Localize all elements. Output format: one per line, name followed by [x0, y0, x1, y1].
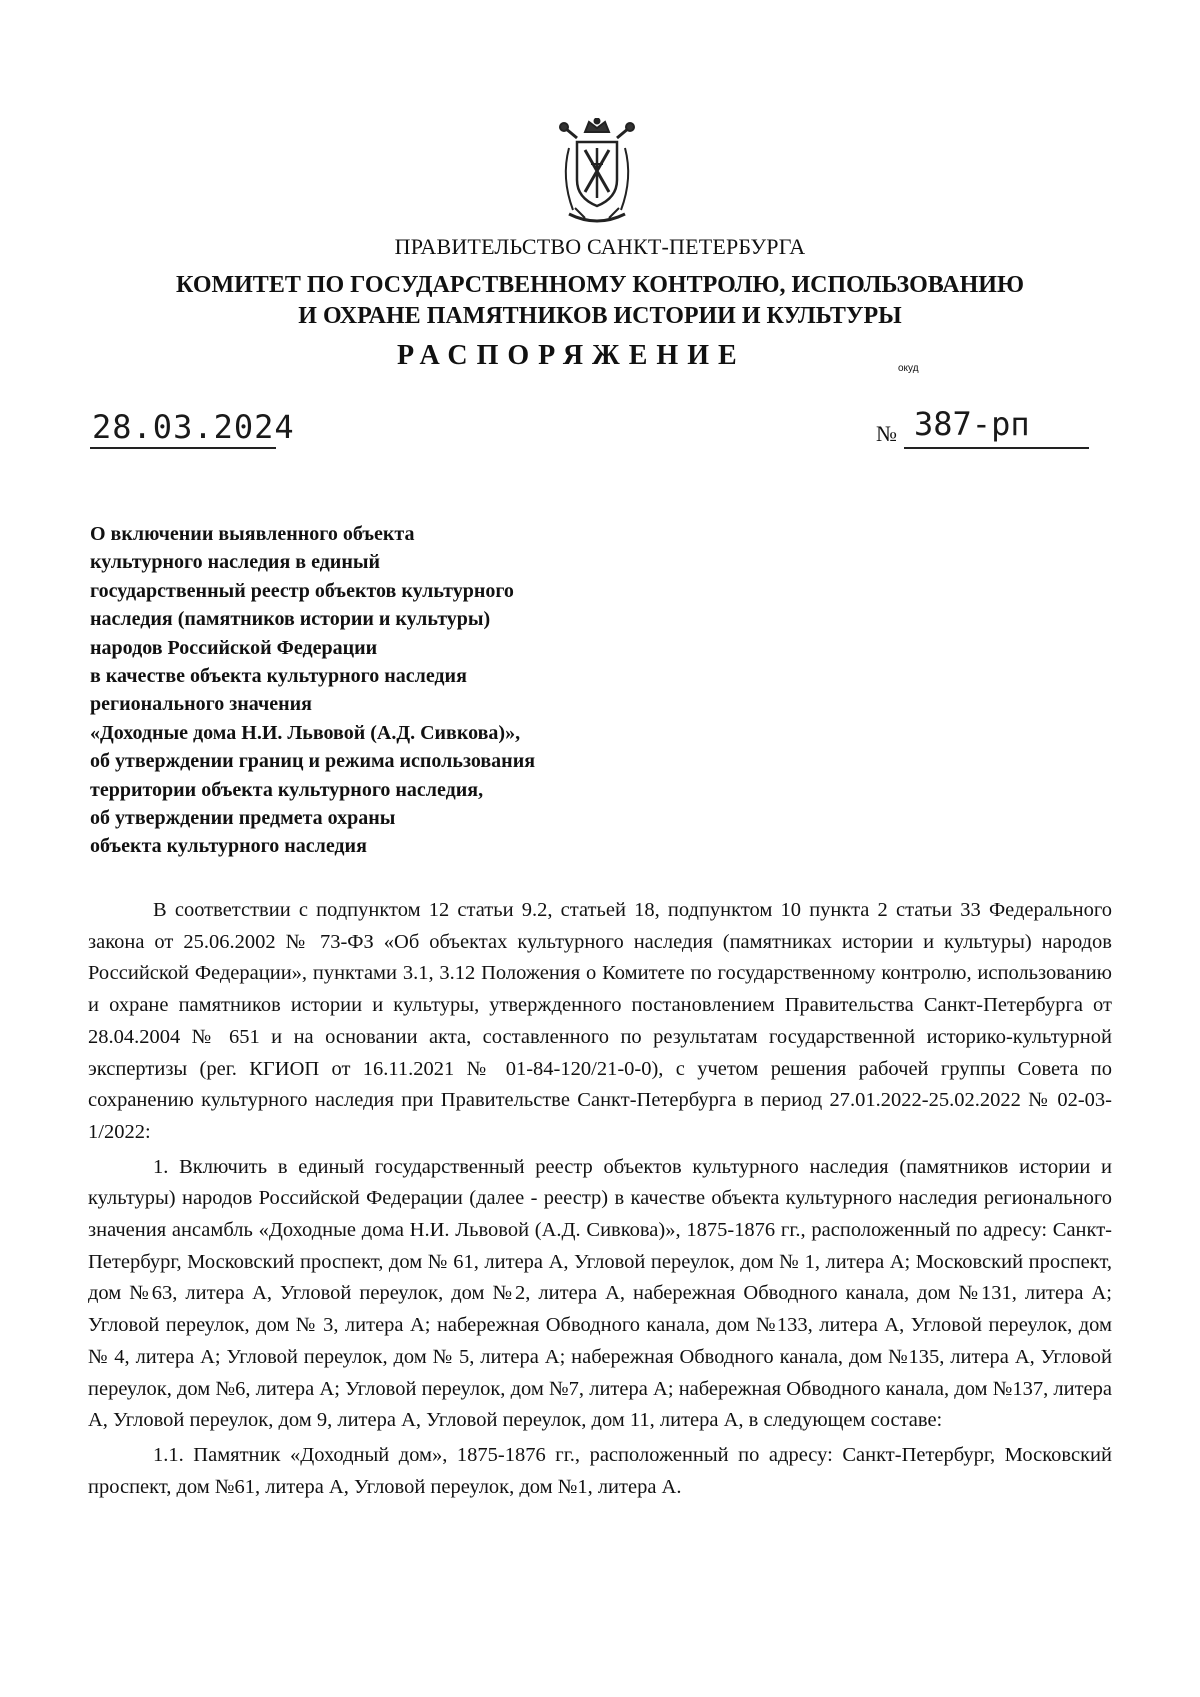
subject-line: наследия (памятников истории и культуры): [90, 608, 491, 631]
subject-line: культурного наследия в единый: [90, 551, 380, 574]
coat-of-arms-icon: [555, 118, 639, 228]
preamble-paragraph: В соответствии с подпунктом 12 статьи 9.2, статьей 18, подпунктом 10 пункта 2 статьи 33 Федерального закона от 25.06.2002 № 73-ФЗ «Об объектах культурного наследия (памятниках истории и культуры) народов Российской Федерации», пунктами 3.1, 3.12 Положения о Комитете по государственному контролю, использованию и охране памятников истории и культуры, утвержденного постановлением Правительства Санкт-Петербурга от 28.04.2004 № 651 и на основании акта, составленного по результатам государственной историко-культурной экспертизы (рег. КГИОП от 16.11.2021 № 01-84-120/21-0-0), с учетом решения рабочей группы Совета по сохранению культурного наследия при Правительстве Санкт-Петербурга в период 27.01.2022-25.02.2022 № 02-03-1/2022:: [88, 899, 1112, 1143]
committee-line-1: КОМИТЕТ ПО ГОСУДАРСТВЕННОМУ КОНТРОЛЮ, ИСПОЛЬЗОВАНИЮ: [176, 272, 1024, 298]
document-body: [88, 895, 1112, 1503]
subject-line: «Доходные дома Н.И. Львовой (А.Д. Сивкова)»,: [90, 721, 521, 744]
number-underline: [904, 447, 1089, 449]
subject-line: объекта культурного наследия: [90, 835, 367, 858]
subject-line: территории объекта культурного наследия,: [90, 778, 484, 801]
document-subject: [90, 520, 710, 861]
date-underline: [90, 447, 276, 449]
committee-line-2: И ОХРАНЕ ПАМЯТНИКОВ ИСТОРИИ И КУЛЬТУРЫ: [298, 303, 902, 329]
subject-line: регионального значения: [90, 693, 312, 716]
document-number: 387-рп: [914, 405, 1030, 443]
subject-line: об утверждении предмета охраны: [90, 807, 396, 830]
number-sign: №: [876, 421, 897, 446]
subject-line: в качестве объекта культурного наследия: [90, 665, 467, 688]
government-name: ПРАВИТЕЛЬСТВО САНКТ-ПЕТЕРБУРГА: [394, 234, 806, 259]
subject-line: О включении выявленного объекта: [90, 523, 415, 545]
subject-line: об утверждении границ и режима использования: [90, 750, 536, 773]
document-type: РАСПОРЯЖЕНИЕ: [397, 340, 746, 371]
document-date: 28.03.2024: [92, 408, 295, 446]
committee-name: [0, 270, 1200, 332]
subject-line: народов Российской Федерации: [90, 636, 378, 659]
subject-line: государственный реестр объектов культурного: [90, 579, 514, 602]
okud-label: окуд: [898, 363, 919, 374]
item-1-paragraph: 1. Включить в единый государственный реестр объектов культурного наследия (памятников истории и культуры) народов Российской Федерации (далее - реестр) в качестве объекта культурного наследия регионального значения ансамбль «Доходные дома Н.И. Львовой (А.Д. Сивкова)», 1875-1876 гг., расположенный по адресу: Санкт-Петербург, Московский проспект, дом № 61, литера А, Угловой переулок, дом № 1, литера А; Московский проспект, дом №63, литера А, Угловой переулок, дом №2, литера А, набережная Обводного канала, дом №131, литера А; Угловой переулок, дом № 3, литера А; набережная Обводного канала, дом №133, литера А, Угловой переулок, дом № 4, литера А; Угловой переулок, дом № 5, литера А; набережная Обводного канала, дом №135, литера А, Угловой переулок, дом №6, литера А; Угловой переулок, дом №7, литера А; набережная Обводного канала, дом №137, литера А, Угловой переулок, дом 9, литера А, Угловой переулок, дом 11, литера А, в следующем составе:: [88, 1155, 1112, 1432]
item-1-1-paragraph: 1.1. Памятник «Доходный дом», 1875-1876 гг., расположенный по адресу: Санкт-Петербург, Московский проспект, дом №61, литера А, Угловой переулок, дом №1, литера А.: [88, 1443, 1112, 1498]
